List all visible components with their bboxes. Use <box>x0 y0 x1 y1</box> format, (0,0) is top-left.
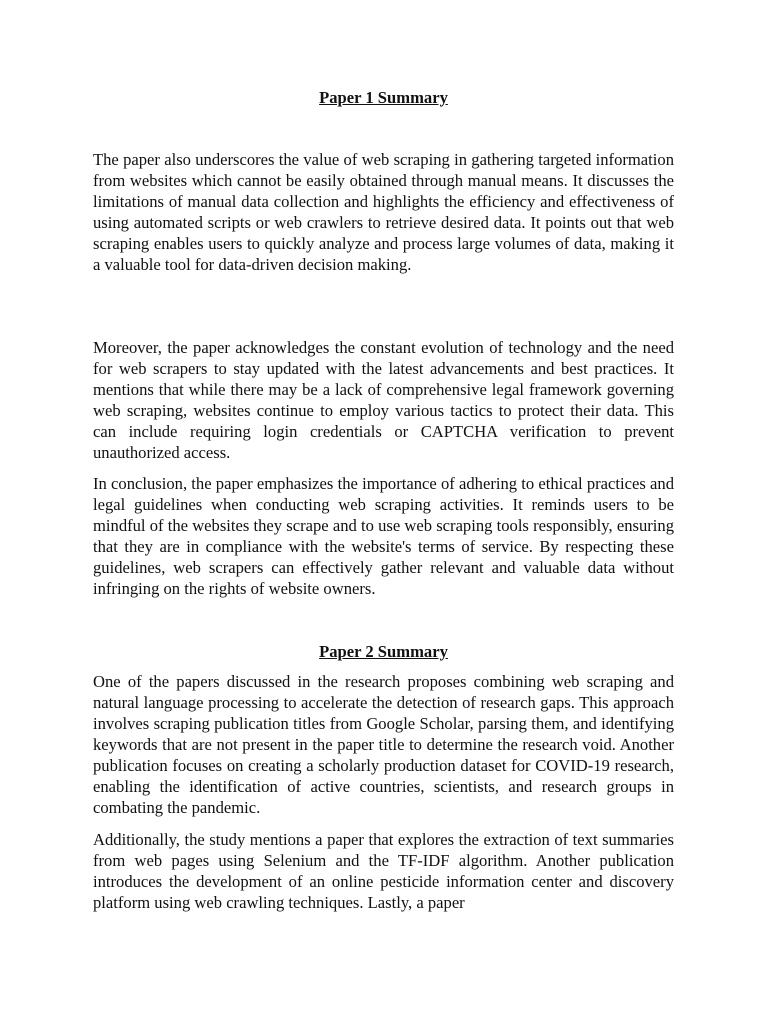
section-heading-paper-1: Paper 1 Summary <box>319 88 448 107</box>
paragraph: The paper also underscores the value of web scraping in gathering targeted information from websites which cannot be easily obtained through manual means. It discusses the limitations of manual data collection and highlights the efficiency and effectiveness of using automated scripts or web crawlers to retrieve desired data. It points out that web scraping enables users to quickly analyze and process large volumes of data, making it a valuable tool for data-driven decision making. <box>93 150 674 274</box>
paragraph: Additionally, the study mentions a paper that explores the extraction of text summaries from web pages using Selenium and the TF-IDF algorithm. Another publication introduces the development of an online pesticide information center and discovery platform using web crawling techniques. Lastly, a paper <box>93 830 674 912</box>
section-heading-paper-2: Paper 2 Summary <box>319 642 448 661</box>
paragraph: Moreover, the paper acknowledges the constant evolution of technology and the need for web scrapers to stay updated with the latest advancements and best practices. It mentions that while there may be a lack of comprehensive legal framework governing web scraping, websites continue to employ various tactics to protect their data. This can include requiring login credentials or CAPTCHA verification to prevent unauthorized access. <box>93 338 674 462</box>
paragraph: In conclusion, the paper emphasizes the importance of adhering to ethical practices and legal guidelines when conducting web scraping activities. It reminds users to be mindful of the websites they scrape and to use web scraping tools responsibly, ensuring that they are in compliance with the website's terms of service. By respecting these guidelines, web scrapers can effectively gather relevant and valuable data without infringing on the rights of website owners. <box>93 474 674 598</box>
paragraph: One of the papers discussed in the research proposes combining web scraping and natural language processing to accelerate the detection of research gaps. This approach involves scraping publication titles from Google Scholar, parsing them, and identifying keywords that are not present in the paper title to determine the research void. Another publication focuses on creating a scholarly production dataset for COVID-19 research, enabling the identification of active countries, scientists, and research groups in combating the pandemic. <box>93 672 674 817</box>
